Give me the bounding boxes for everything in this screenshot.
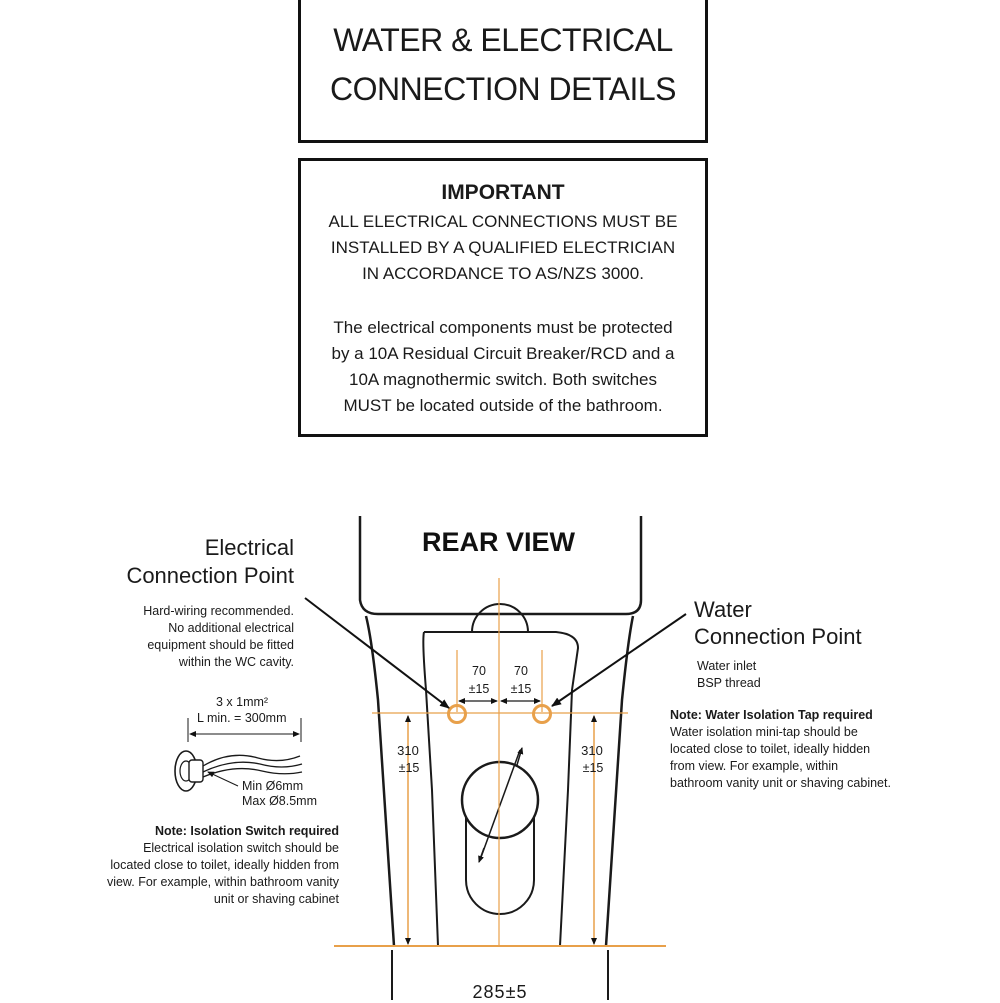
tap-note-line-2: located close to toilet, ideally hidden <box>670 742 871 756</box>
dim-right-offset: 70 <box>514 664 528 678</box>
switch-note-line-1: Electrical isolation switch should be <box>143 841 339 855</box>
switch-note-line-2: located close to toilet, ideally hidden from <box>110 858 339 872</box>
dim-right-offset-tol: ±15 <box>510 682 532 696</box>
gland-min: Min Ø6mm <box>242 779 304 793</box>
water-leader-arrow <box>552 614 686 706</box>
electrical-title-line-2: Connection Point <box>126 563 294 588</box>
water-title-line-1: Water <box>694 597 752 622</box>
water-inlet-line-2: BSP thread <box>697 676 761 690</box>
important-body-line-1: The electrical components must be protected <box>333 318 673 337</box>
important-body-line-2: by a 10A Residual Circuit Breaker/RCD and a <box>331 344 675 363</box>
important-body-line-4: MUST be located outside of the bathroom. <box>343 396 663 415</box>
important-caps-line-3: IN ACCORDANCE TO AS/NZS 3000. <box>362 264 644 283</box>
electrical-note-line-3: equipment should be fitted <box>147 638 294 652</box>
title-line-1: WATER & ELECTRICAL <box>333 22 673 58</box>
water-inlet-line-1: Water inlet <box>697 659 757 673</box>
important-heading: IMPORTANT <box>441 181 565 204</box>
electrical-note-line-4: within the WC cavity. <box>178 655 294 669</box>
top-opening <box>472 604 528 632</box>
gland-max: Max Ø8.5mm <box>242 794 318 808</box>
rear-view-label: REAR VIEW <box>422 527 576 557</box>
dim-right-height-value: 310 <box>581 743 603 758</box>
tap-note-title: Note: Water Isolation Tap required <box>670 708 873 722</box>
important-body-line-3: 10A magnothermic switch. Both switches <box>348 370 658 389</box>
dim-right-height-tol: ±15 <box>582 761 604 775</box>
dim-left-offset: 70 <box>472 664 486 678</box>
dim-left-offset-tol: ±15 <box>468 682 490 696</box>
electrical-note-line-1: Hard-wiring recommended. <box>143 604 294 618</box>
cable-spec: 3 x 1mm² <box>216 695 269 709</box>
important-caps-line-1: ALL ELECTRICAL CONNECTIONS MUST BE <box>328 212 678 231</box>
gland-leader <box>208 772 238 786</box>
cable-length: L min. = 300mm <box>197 711 287 725</box>
switch-note-line-3: view. For example, within bathroom vanity <box>106 875 339 889</box>
electrical-title-line-1: Electrical <box>204 535 294 560</box>
water-title-line-2: Connection Point <box>694 624 862 649</box>
tap-note-line-1: Water isolation mini-tap should be <box>670 725 858 739</box>
tap-note-line-3: from view. For example, within <box>670 759 839 773</box>
important-caps-line-2: INSTALLED BY A QUALIFIED ELECTRICIAN <box>330 238 676 257</box>
outlet-circle <box>462 762 538 838</box>
electrical-note-line-2: No additional electrical <box>168 621 294 635</box>
dim-left-height-value: 310 <box>397 743 419 758</box>
title-line-2: CONNECTION DETAILS <box>330 71 676 107</box>
switch-note-line-4: unit or shaving cabinet <box>213 892 339 906</box>
tap-note-line-4: bathroom vanity unit or shaving cabinet. <box>670 776 891 790</box>
switch-note-title: Note: Isolation Switch required <box>154 824 339 838</box>
dim-left-height-tol: ±15 <box>398 761 420 775</box>
dim-base-width: 285±5 <box>472 982 528 1002</box>
